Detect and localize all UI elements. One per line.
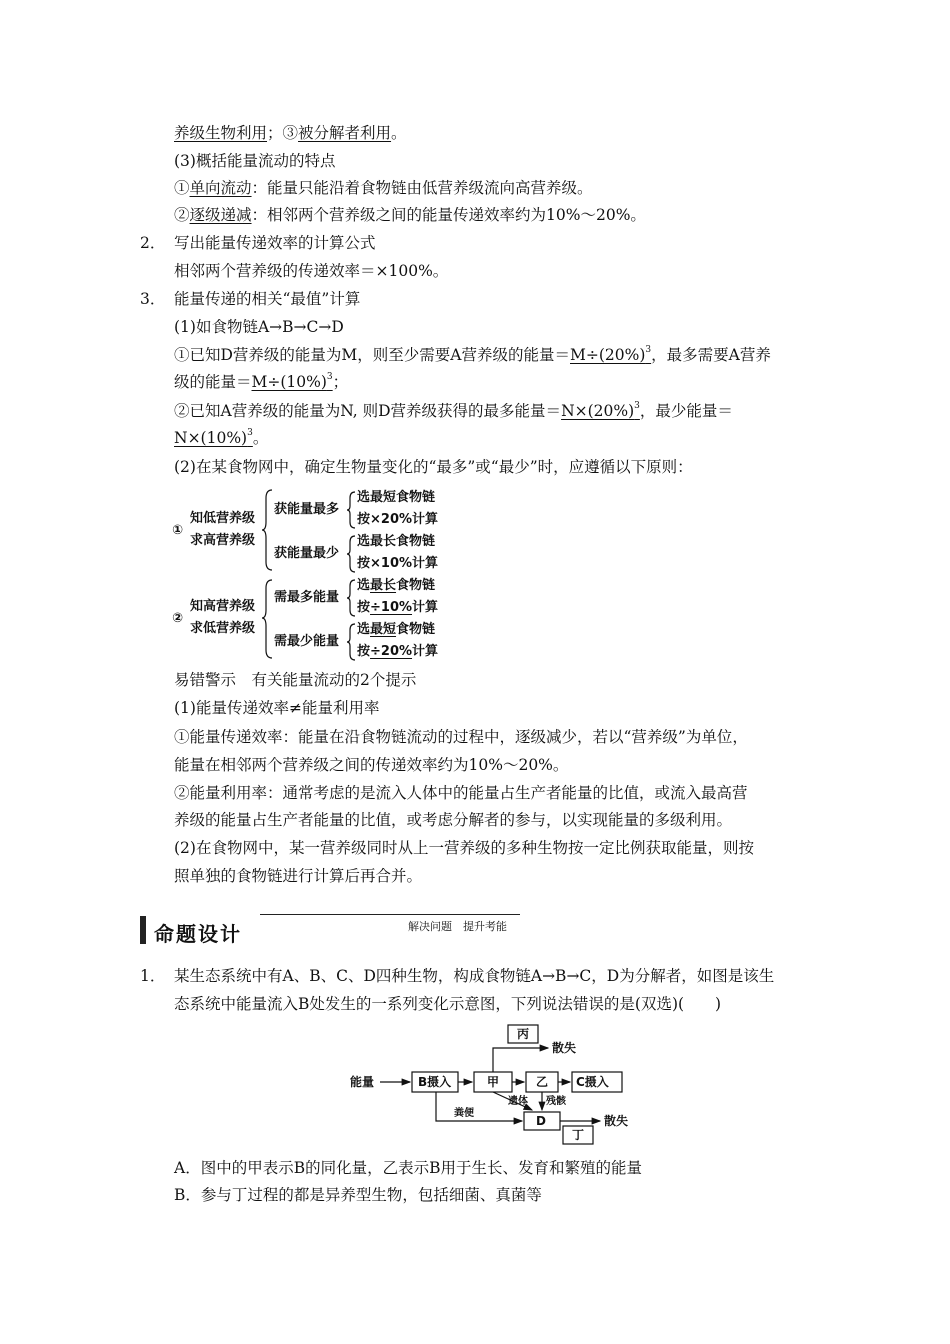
scheme-rule: 按×20%计算: [357, 512, 439, 527]
scheme-rule: 按÷10%计算: [357, 600, 439, 615]
text-line: ②已知A营养级的能量为N, 则D营养级获得的最多能量$=N\times(20\%)^3$，最少能量＝: [174, 401, 733, 420]
node-bing: 丙: [517, 1027, 530, 1041]
energy-flow-diagram: [350, 1018, 650, 1152]
scheme-label: 知高营养级: [190, 599, 256, 614]
scheme-label: 求高营养级: [190, 533, 256, 548]
underlined-answer: $M\div(20\%)^3$: [570, 345, 652, 364]
section-header: [140, 914, 520, 946]
underlined-answer: $N\times(20\%)^3$: [561, 401, 640, 420]
underlined-answer: 被分解者利用: [298, 124, 392, 142]
label-feces: 粪便: [454, 1108, 474, 1119]
underlined-answer: $N\times(10\%)^3$: [174, 428, 253, 447]
label-residue: 残骸: [546, 1096, 566, 1107]
scheme-rule: 选最短食物链: [357, 490, 436, 505]
underlined-answer: 养级生物利用: [174, 124, 268, 142]
node-c-intake: C摄入: [576, 1075, 609, 1089]
text-line: ①已知D营养级的能量为M，则至少需要A营养级的能量$=M\div(20\%)^3$，最多需要A营养: [174, 345, 771, 364]
text-line: 级的能量$=M\div(10\%)^3$；: [174, 372, 349, 391]
item-number: 3．: [140, 290, 166, 308]
section-marker: [140, 916, 146, 944]
question-text: 某生态系统中有A、B、C、D四种生物，构成食物链A→B→C，D为分解者，如图是该生: [174, 967, 775, 985]
scheme-label: 求低营养级: [190, 621, 256, 636]
scheme-rule: 选最长食物链: [357, 578, 436, 593]
text-line: 养级的能量占生产者能量的比值，或考虑分解者的参与，以实现能量的多级利用。: [174, 811, 733, 829]
text-line: 养级生物利用；③被分解者利用。: [174, 124, 407, 142]
node-yi: 乙: [536, 1075, 549, 1089]
label-lost-top: 散失: [552, 1041, 577, 1055]
node-b-intake: B摄入: [418, 1075, 452, 1089]
rule-scheme: [172, 486, 462, 664]
scheme-label: 需最少能量: [274, 634, 340, 649]
node-d: D: [536, 1114, 546, 1128]
section-rule: [260, 914, 520, 915]
text-line: $N\times(10\%)^3$。: [174, 428, 269, 447]
text-line: ②逐级递减：相邻两个营养级之间的能量传递效率约为10%～20%。: [174, 206, 646, 224]
text-line: (1)能量传递效率≠能量利用率: [174, 699, 380, 717]
section-subtitle: 解决问题 提升考能: [408, 920, 507, 933]
item-heading: 能量传递的相关“最值”计算: [174, 290, 361, 308]
text-line: ②能量利用率：通常考虑的是流入人体中的能量占生产者能量的比值，或流入最高营: [174, 784, 748, 802]
label-remains: 遗体: [508, 1096, 528, 1107]
underlined-answer: $M\div(10\%)^3$: [251, 372, 333, 391]
text-line: 能量在相邻两个营养级之间的传递效率约为10%～20%。: [174, 756, 569, 774]
node-ding: 丁: [572, 1128, 585, 1142]
item-heading: 写出能量传递效率的计算公式: [174, 234, 376, 252]
text-line: (1)如食物链A→B→C→D: [174, 318, 344, 336]
label-lost-bottom: 散失: [604, 1114, 629, 1128]
diagram-label-energy: 能量: [350, 1075, 375, 1089]
underlined-answer: 单向流动: [189, 179, 252, 197]
text-line: (2)在某食物网中，确定生物量变化的“最多”或“最少”时，应遵循以下原则：: [174, 458, 693, 476]
text-line: ①单向流动：能量只能沿着食物链由低营养级流向高营养级。: [174, 179, 593, 197]
scheme-rule: 选最短食物链: [357, 622, 436, 637]
question-text: 态系统中能量流入B处发生的一系列变化示意图，下列说法错误的是(双选)( ): [174, 995, 722, 1013]
scheme-label: 获能量最少: [274, 546, 340, 561]
circled-number: ①: [172, 523, 184, 538]
scheme-label: 获能量最多: [274, 502, 340, 517]
item-number: 2．: [140, 234, 166, 252]
scheme-rule: 按÷20%计算: [357, 644, 439, 659]
warning-heading: 易错警示 有关能量流动的2个提示: [174, 671, 417, 689]
circled-number: ②: [172, 611, 184, 626]
option-a: A．图中的甲表示B的同化量，乙表示B用于生长、发育和繁殖的能量: [174, 1159, 642, 1177]
section-title: 命题设计: [154, 922, 242, 946]
text-line: (2)在食物网中，某一营养级同时从上一营养级的多种生物按一定比例获取能量，则按: [174, 839, 754, 857]
scheme-rule: 选最长食物链: [357, 534, 436, 549]
text-line: 照单独的食物链进行计算后再合并。: [174, 867, 423, 885]
scheme-label: 需最多能量: [274, 590, 340, 605]
option-b: B．参与丁过程的都是异养型生物，包括细菌、真菌等: [174, 1186, 542, 1204]
node-jia: 甲: [487, 1075, 500, 1089]
scheme-label: 知低营养级: [190, 511, 256, 526]
text-line: ①能量传递效率：能量在沿食物链流动的过程中，逐级减少，若以“营养级”为单位，: [174, 728, 748, 746]
subheading: (3)概括能量流动的特点: [174, 152, 336, 170]
question-number: 1．: [140, 967, 166, 985]
scheme-rule: 按×10%计算: [357, 556, 439, 571]
text-line: 相邻两个营养级的传递效率＝×100%。: [174, 262, 449, 280]
underlined-answer: 逐级递减: [189, 206, 252, 224]
